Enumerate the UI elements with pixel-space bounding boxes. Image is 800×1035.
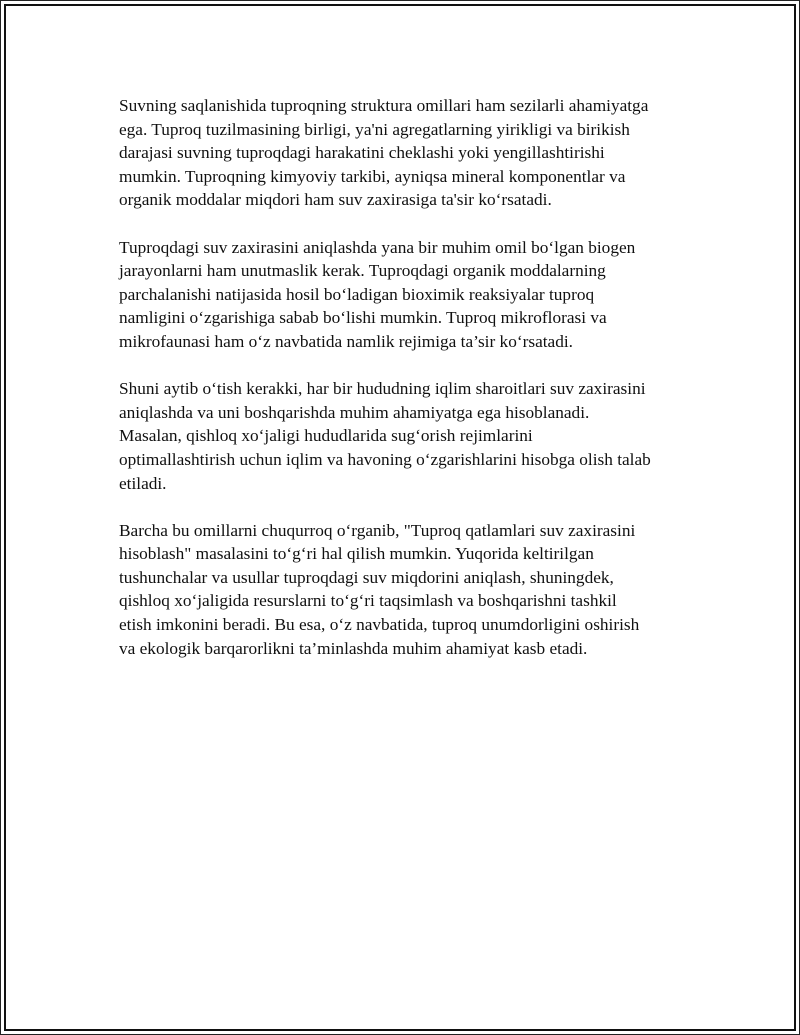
document-body: [119, 94, 694, 684]
text-line: parchalanishi natijasida hosil bo‘ladigan bioximik reaksiyalar tuproq: [119, 284, 595, 304]
paragraph-1: [119, 94, 694, 212]
text-line: Barcha bu omillarni chuqurroq o‘rganib, "Tuproq qatlamlari suv zaxirasini: [119, 520, 636, 540]
text-line: Suvning saqlanishida tuproqning struktura omillari ham sezilarli ahamiyatga: [119, 96, 649, 115]
text-line: darajasi suvning tuproqdagi harakatini cheklashi yoki yengillashtirishi: [119, 143, 605, 163]
text-line: aniqlashda va uni boshqarishda muhim ahamiyatga ega hisoblanadi.: [119, 402, 590, 422]
text-line: Shuni aytib o‘tish kerakki, har bir hududning iqlim sharoitlari suv zaxirasini: [119, 379, 646, 399]
text-line: hisoblash" masalasini to‘g‘ri hal qilish mumkin. Yuqorida keltirilgan: [119, 544, 594, 564]
text-line: mikrofaunasi ham o‘z navbatida namlik rejimiga ta’sir ko‘rsatadi.: [119, 331, 573, 351]
paragraph-3: [119, 377, 694, 495]
text-line: Tuproqdagi suv zaxirasini aniqlashda yana bir muhim omil bo‘lgan biogen: [119, 237, 636, 257]
paragraph-4: [119, 519, 694, 661]
text-line: etish imkonini beradi. Bu esa, o‘z navbatida, tuproq unumdorligini oshirish: [119, 615, 640, 635]
text-line: qishloq xo‘jaligida resurslarni to‘g‘ri taqsimlash va boshqarishni tashkil: [119, 591, 617, 611]
text-line: va ekologik barqarorlikni ta’minlashda muhim ahamiyat kasb etadi.: [119, 638, 588, 658]
text-line: Masalan, qishloq xo‘jaligi hududlarida sug‘orish rejimlarini: [119, 426, 533, 446]
text-line: etiladi.: [119, 473, 167, 493]
text-line: mumkin. Tuproqning kimyoviy tarkibi, ayniqsa mineral komponentlar va: [119, 166, 626, 186]
text-line: ega. Tuproq tuzilmasining birligi, ya'ni agregatlarning yirikligi va birikish: [119, 119, 630, 139]
text-line: tushunchalar va usullar tuproqdagi suv miqdorini aniqlash, shuningdek,: [119, 567, 614, 587]
text-line: namligini o‘zgarishiga sabab bo‘lishi mumkin. Tuproq mikroflorasi va: [119, 308, 607, 328]
text-line: jarayonlarni ham unutmaslik kerak. Tuproqdagi organik moddalarning: [119, 261, 606, 281]
paragraph-2: [119, 236, 694, 354]
text-line: optimallashtirish uchun iqlim va havoning o‘zgarishlarini hisobga olish talab: [119, 449, 651, 469]
text-line: organik moddalar miqdori ham suv zaxirasiga ta'sir ko‘rsatadi.: [119, 190, 552, 210]
